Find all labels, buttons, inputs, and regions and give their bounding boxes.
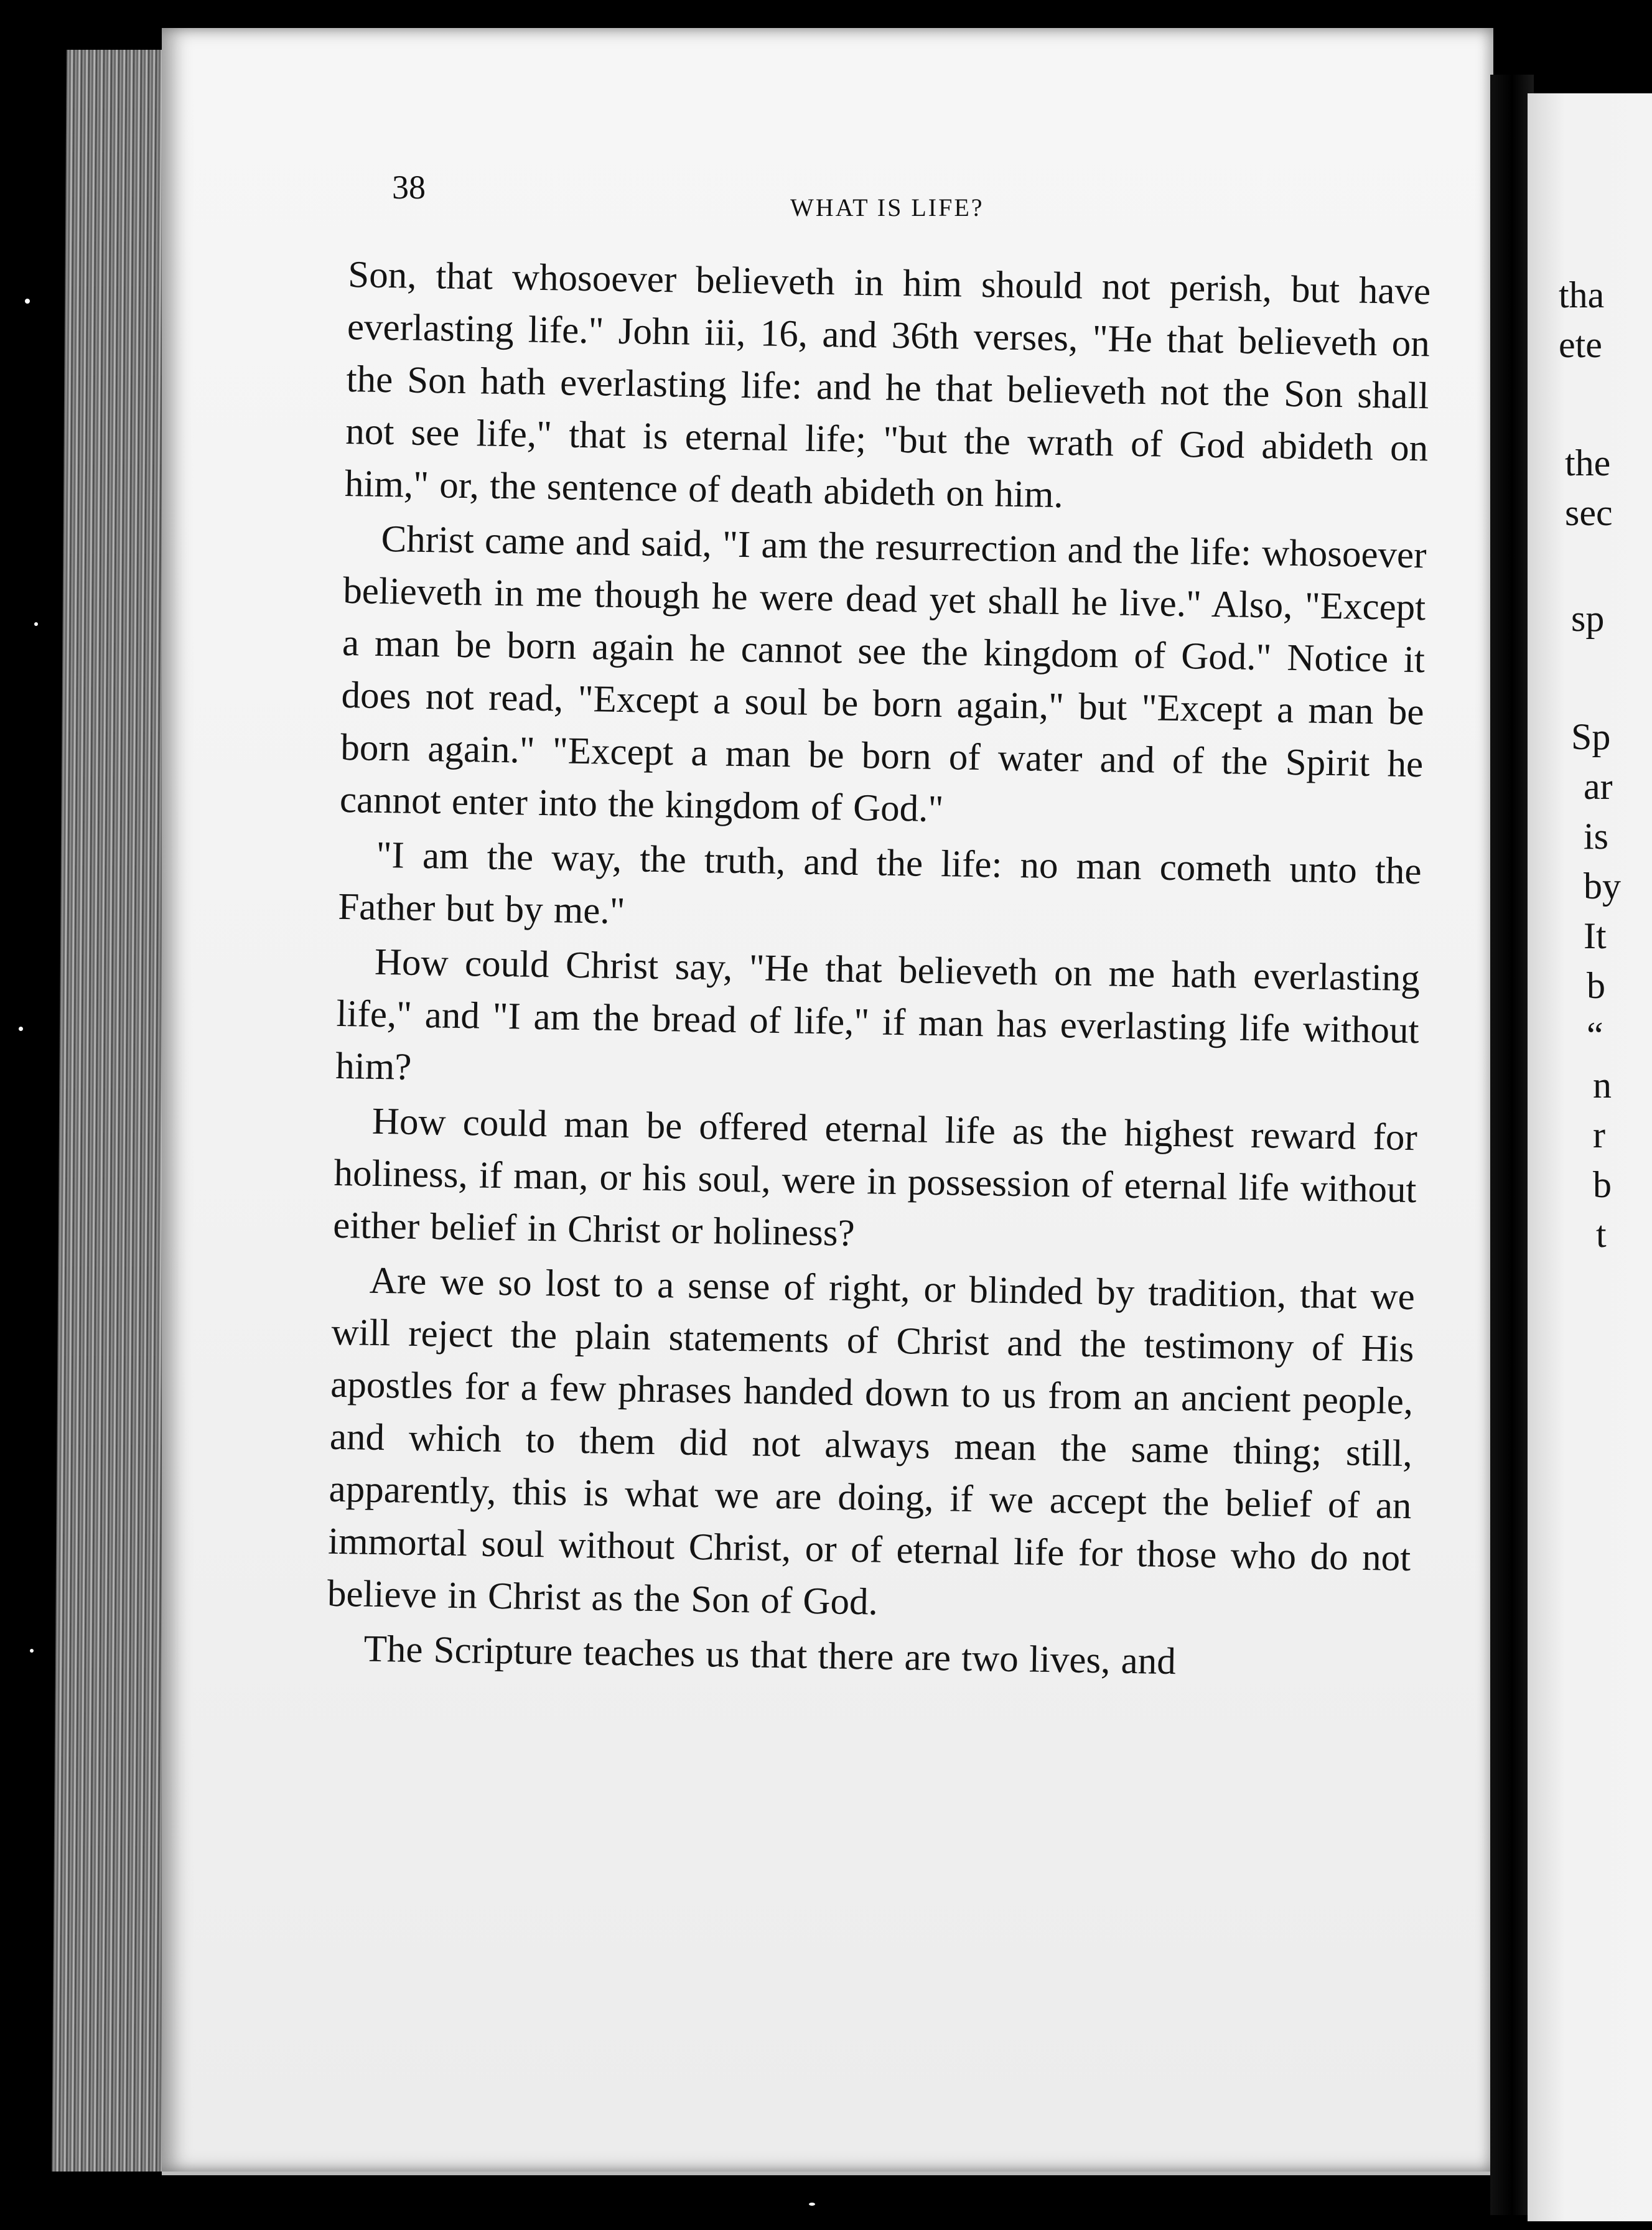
facing-fragment: sp: [1571, 598, 1605, 639]
facing-fragment: n: [1593, 1065, 1612, 1106]
dust-speck: [25, 299, 30, 304]
running-title: WHAT IS LIFE?: [790, 194, 984, 222]
facing-fragment: r: [1593, 1114, 1605, 1155]
dust-speck: [19, 1027, 23, 1031]
facing-fragment: by: [1584, 865, 1621, 907]
paragraph: Son, that whosoever believeth in him should not perish, but have everlasting life." John iii, 16, and 36th verses, "He that believeth on the Son hath everlasting life: and he that believeth not the Son shall not see life," that is eternal life; "but the wrath of God abideth on him," or, the sentence of death abideth on him.: [344, 253, 1431, 516]
paragraph: How could man be offered eternal life as the highest reward for holiness, if man, or his soul, were in possession of eternal life without either belief in Christ or holiness?: [332, 1100, 1418, 1254]
facing-fragment: is: [1584, 816, 1609, 857]
paragraph: "I am the way, the truth, and the life: no man cometh unto the Father but by me.": [337, 834, 1422, 933]
facing-fragment: “: [1587, 1015, 1603, 1056]
paragraph: The Scripture teaches us that there are two lives, and: [363, 1628, 1177, 1683]
page-number: 38: [392, 169, 426, 206]
facing-fragment: Sp: [1571, 716, 1611, 757]
facing-fragment: the: [1565, 442, 1611, 483]
facing-page: [1528, 93, 1652, 2221]
facing-fragment: tha: [1559, 274, 1605, 315]
dust-speck: [34, 622, 38, 626]
paragraph: How could Christ say, "He that believeth on me hath everlasting life," and "I am the bread of life," if man has everlasting life without him?: [335, 941, 1421, 1088]
facing-fragment: t: [1596, 1214, 1607, 1255]
facing-fragment: ar: [1584, 766, 1613, 807]
paragraph: Are we so lost to a sense of right, or blinded by tradition, that we will reject the plain statements of Christ and the testimony of His apostles for a few phrases handed down to us from an ancient people, and which to them did not always mean the same thing; still, apparently, this is what we are doing, if we accept the belief of an immortal soul without Christ, or of eternal life for those who do not believe in Christ as the Son of God.: [327, 1259, 1416, 1623]
paragraph: Christ came and said, "I am the resurrection and the life: whosoever believeth in me though he were dead yet shall he live." Also, "Except a man be born again he cannot see the kingdom of God." Notice it does not read, "Except a soul be born again," but "Except a man be born again." "Except a man be born of water and of the Spirit he cannot enter into the kingdom of God.": [339, 518, 1427, 831]
facing-fragment: b: [1587, 965, 1605, 1006]
facing-fragment: b: [1593, 1164, 1612, 1205]
facing-fragment: It: [1584, 915, 1607, 956]
dust-speck: [809, 2203, 815, 2206]
dust-speck: [30, 1649, 34, 1653]
facing-fragment: sec: [1565, 492, 1613, 533]
body-text: [322, 249, 1431, 1958]
facing-fragment: ete: [1559, 324, 1602, 365]
